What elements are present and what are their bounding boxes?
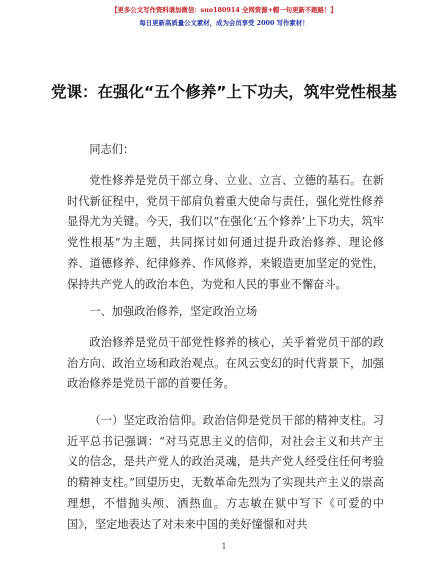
promo-banner-line-1: 【更多公文写作资料请加微信：suo180914 全网资源+帽一句更新不跑路！】 bbox=[111, 6, 337, 14]
paragraph-political-cultivation: 政治修养是党员干部党性修养的核心，关乎着党员干部的政治方向、政治立场和政治观点。在风云变幻的时代背景下，加强政治修养是党员干部的首要任务。 bbox=[67, 336, 384, 391]
document-title: 党课：在强化“五个修养”上下功夫，筑牢党性根基 bbox=[51, 83, 397, 101]
paragraph-political-belief: （一）坚定政治信仰。政治信仰是党员干部的精神支柱。习近平总书记强调：“对马克思主义的信仰，对社会主义和共产主义的信念，是共产党人的政治灵魂，是共产党人经受住任何考验的精神支柱。”回望历史，无数革命先烈为了实现共产主义的崇高理想，不惜抛头颅、洒热血。方志敏在狱中写下《可爱的中国》，坚定地表达了对未来中国的美好憧憬和对共 bbox=[67, 414, 384, 531]
salutation: 同志们： bbox=[89, 143, 135, 156]
paragraph-intro: 党性修养是党员干部立身、立业、立言、立德的基石。在新时代新征程中，党员干部肩负着重大使命与责任，强化党性修养显得尤为关键。今天，我们以“在强化‘五个修养’上下功夫，筑牢党性根基”为主题，共同探讨如何通过提升政治修养、理论修养、道德修养、纪律修养、作风修养，来锻造更加坚定的党性，保持共产党人的政治本色，为党和人民的事业不懈奋斗。 bbox=[67, 174, 384, 291]
section-heading-1: 一、加强政治修养，坚定政治立场 bbox=[89, 305, 258, 318]
promo-banner-line-2: 每日更新高质量公文素材，成为会员享受 2000 写作素材！ bbox=[139, 19, 309, 27]
page-number: 1 bbox=[221, 542, 227, 551]
